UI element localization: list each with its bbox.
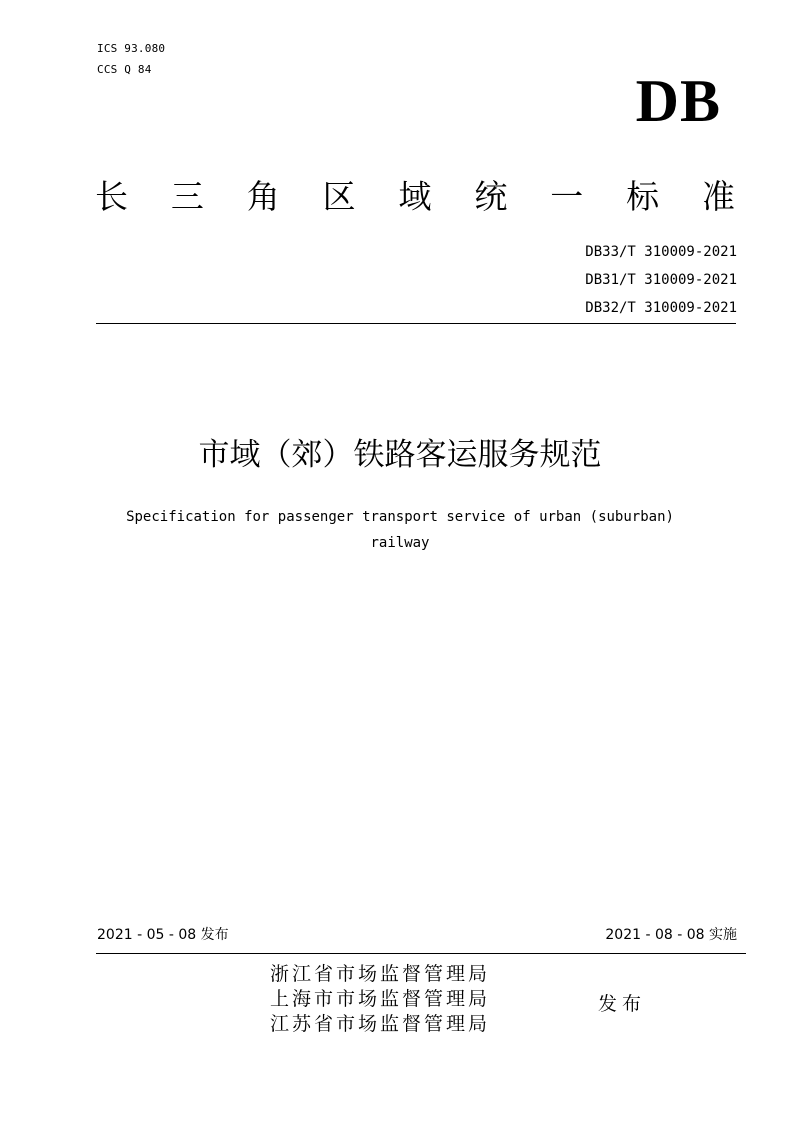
standard-type-char: 区 bbox=[322, 177, 356, 216]
standard-type-char: 长 bbox=[95, 177, 128, 216]
top-divider bbox=[96, 323, 736, 324]
standard-code-shanghai: DB31/T 310009-2021 bbox=[585, 272, 737, 288]
standard-type-char: 三 bbox=[170, 177, 204, 216]
standard-type-char: 统 bbox=[474, 177, 508, 216]
standard-codes bbox=[487, 238, 737, 322]
document-title-en-line1: Specification for passenger transport service of urban (suburban) bbox=[126, 509, 674, 525]
standard-type-char: 标 bbox=[626, 177, 660, 216]
document-title-en bbox=[60, 504, 740, 556]
standard-code-zhejiang: DB33/T 310009-2021 bbox=[585, 244, 737, 260]
issue-date: 2021 - 05 - 08 发布 bbox=[97, 927, 229, 943]
db-logo: DB bbox=[635, 68, 721, 134]
document-title-cn: 市域（郊）铁路客运服务规范 bbox=[198, 437, 602, 473]
implementation-date: 2021 - 08 - 08 实施 bbox=[605, 927, 737, 943]
publisher-zhejiang: 浙江省市场监督管理局 bbox=[270, 963, 491, 985]
publisher-jiangsu: 江苏省市场监督管理局 bbox=[270, 1013, 491, 1035]
bottom-divider bbox=[96, 953, 746, 954]
standard-type-title bbox=[95, 172, 735, 222]
standard-type-char: 角 bbox=[246, 177, 280, 216]
standard-code-jiangsu: DB32/T 310009-2021 bbox=[585, 300, 737, 316]
document-title-en-line2: railway bbox=[370, 535, 430, 551]
publish-label: 发布 bbox=[598, 993, 647, 1015]
standard-type-char: 域 bbox=[398, 177, 432, 216]
standard-type-char: 准 bbox=[702, 177, 735, 216]
ics-code: ICS 93.080 bbox=[97, 42, 166, 55]
publisher-shanghai: 上海市市场监督管理局 bbox=[270, 988, 491, 1010]
publisher-list bbox=[270, 962, 490, 1037]
ccs-code: CCS Q 84 bbox=[97, 63, 152, 76]
standard-type-char: 一 bbox=[550, 177, 584, 216]
